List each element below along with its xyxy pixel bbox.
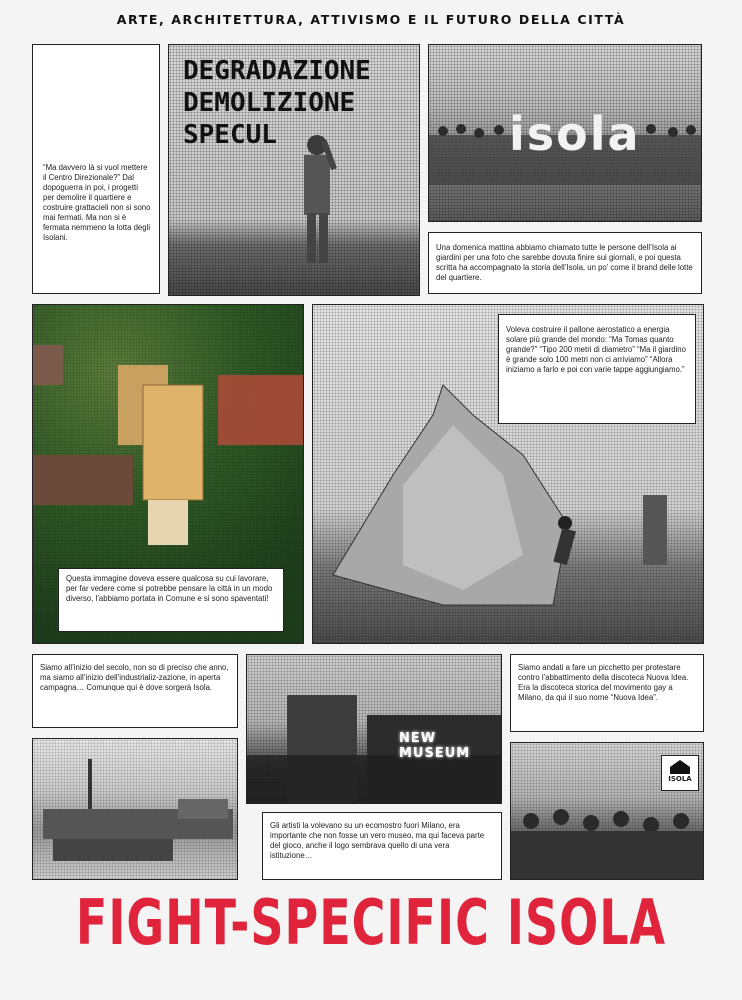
isola-letters: isola bbox=[509, 107, 641, 161]
stencil-wall-photo bbox=[168, 44, 420, 296]
quote-panel bbox=[32, 44, 160, 294]
isola-sign-photo bbox=[428, 44, 702, 222]
model-caption-bubble: Questa immagine doveva essere qualcosa su cui lavorare, per far vedere come si potrebbe pensare la città in un modo diverso, l’abbiamo portata in Comune e si sono spaventati! bbox=[58, 568, 284, 632]
factory-caption-bubble: Siamo all’inizio del secolo, non so di preciso che anno, ma siamo all’inizio dell’industrializ-zazione, in aperta campagna… Comunque qui è dove sorgerà Isola. bbox=[32, 654, 238, 728]
museum-caption-bubble: Gli artisti la volevano su un ecomostro fuori Milano, era importante che non fosse un vero museo, ma qui faceva parte del gioco, anche il logo sembrava quello di una vera istituzione… bbox=[262, 812, 502, 880]
factory-buildings bbox=[33, 739, 238, 880]
stencil-line-1: DEGRADAZIONE bbox=[183, 56, 371, 86]
man-painting-figure bbox=[169, 45, 420, 296]
quote-text: “Ma davvero là si vuol mettere il Centro Direzionale?” Dal dopoguerra in poi, i progetti per demolire il quartiere e costruire grattacieli non si sono mai fermati. Ma non si è fermata nemmeno la lotta degli Isolani. bbox=[43, 163, 151, 242]
cover-subtitle: ARTE, ARCHITETTURA, ATTIVISMO E IL FUTURO DELLA CITTÀ bbox=[116, 12, 626, 27]
stencil-line-3: SPECUL bbox=[183, 120, 277, 150]
isola-picket-sign bbox=[661, 755, 699, 791]
house-icon bbox=[669, 759, 691, 775]
factory-photo bbox=[32, 738, 238, 880]
new-museum-photo bbox=[246, 654, 502, 804]
picket-caption-bubble: Siamo andati a fare un picchetto per protestare contro l’abbattimento della discoteca Nuova Idea. Era la discoteca storica del movimento gay a Milano, da qui il suo nome “Nuova Idea”. bbox=[510, 654, 704, 732]
cover-title: FIGHT-SPECIFIC ISOLA bbox=[75, 886, 667, 959]
picket-photo bbox=[510, 742, 704, 880]
picket-sign-text: ISOLA bbox=[668, 775, 692, 783]
stencil-line-2: DEMOLIZIONE bbox=[183, 88, 356, 118]
isola-caption-bubble: Una domenica mattina abbiamo chiamato tutte le persone dell’Isola ai giardini per una foto che sarebbe dovuta finire sui giornali, e poi questa scritta ha accompagnato la storia dell’Isola, un po’ come il brand delle lotte del quartiere. bbox=[428, 232, 702, 294]
museum-building bbox=[247, 655, 502, 804]
new-museum-neon: NEW MUSEUM bbox=[399, 731, 471, 761]
balloon-caption-bubble: Voleva costruire il pallone aerostatico a energia solare più grande del mondo: “Ma Tomas quanto grande?” “Tipo 200 metri di diametro” “Ma il giardino è grande solo 100 metri non ci arriviamo” “Allora iniziamo a farlo e poi con varie tappe aggiungiamo.” bbox=[498, 314, 696, 424]
